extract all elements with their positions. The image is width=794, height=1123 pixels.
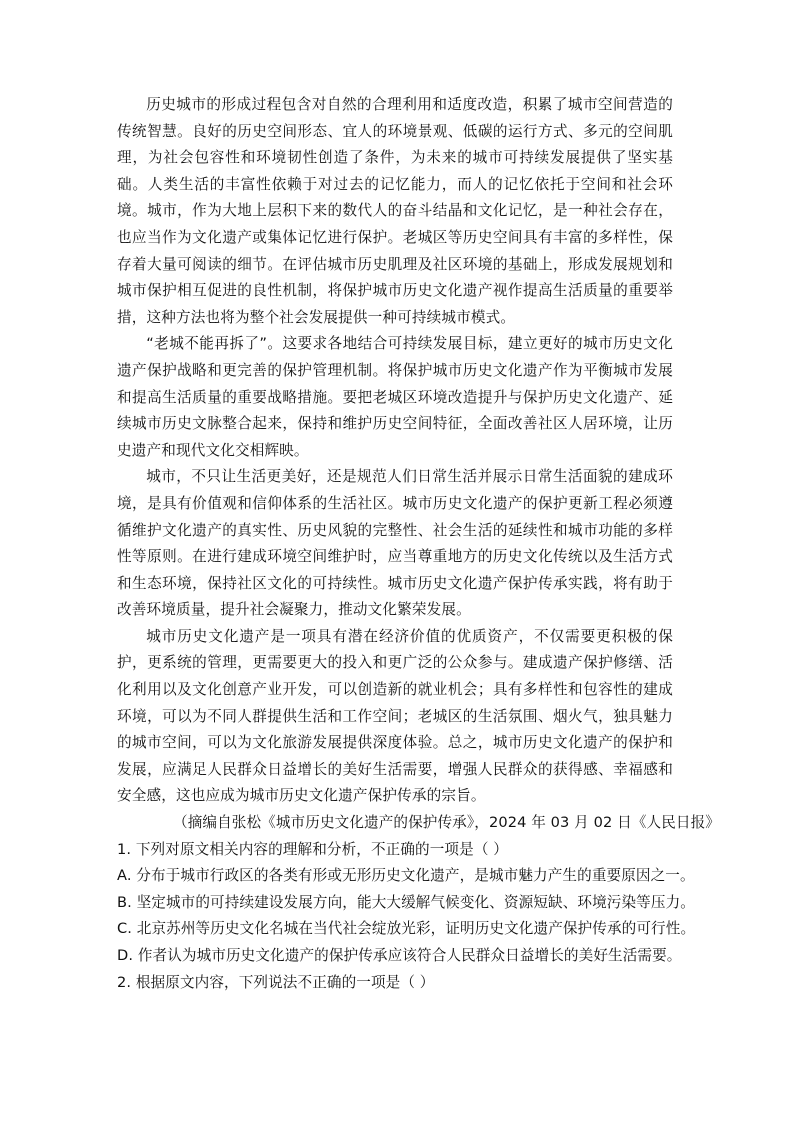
article-paragraph-2: “老城不能再拆了”。这要求各地结合可持续发展目标，建立更好的城市历史文化遗产保护战略和更完善的保护管理机制。将保护城市历史文化遗产作为平衡城市发展和提高生活质量的重要战略措施。要把老城区环境改造提升与保护历史文化遗产、延续城市历史文脉整合起来，保持和维护历史空间特征，全面改善社区人居环境，让历史遗产和现代文化交相辉映。 [117,335,673,459]
article-paragraph-4: 城市历史文化遗产是一项具有潜在经济价值的优质资产，不仅需要更积极的保护，更系统的管理，更需要更大的投入和更广泛的公众参与。建成遗产保护修缮、活化利用以及文化创意产业开发，可以创造新的就业机会；具有多样性和包容性的建成环境，可以为不同人群提供生活和工作空间；老城区的生活氛围、烟火气，独具魅力的城市空间，可以为文化旅游发展提供深度体验。总之，城市历史文化遗产的保护和发展，应满足人民群众日益增长的美好生活需要，增强人民群众的获得感、幸福感和安全感，这也应成为城市历史文化遗产保护传承的宗旨。 [117,627,673,805]
document-page [117,92,720,996]
question-1-option-d: D. 作者认为城市历史文化遗产的保护传承应该符合人民群众日益增长的美好生活需要。 [117,947,682,964]
article-source: （摘编自张松《城市历史文化遗产的保护传承》，2024 年 03 月 02 日《人民日报》 [173,814,720,832]
question-1-stem: 1. 下列对原文相关内容的理解和分析，不正确的一项是（ ） [117,840,508,858]
question-1-option-c: C. 北京苏州等历史文化名城在当代社会绽放光彩，证明历史文化遗产保护传承的可行性。 [117,920,696,938]
article-paragraph-1: 历史城市的形成过程包含对自然的合理利用和适度改造，积累了城市空间营造的传统智慧。良好的历史空间形态、宜人的环境景观、低碳的运行方式、多元的空间肌理，为社会包容性和环境韧性创造了条件，为未来的城市可持续发展提供了坚实基础。人类生活的丰富性依赖于对过去的记忆能力，而人的记忆依托于空间和社会环境。城市，作为大地上层积下来的数代人的奋斗结晶和文化记忆，是一种社会存在，也应当作为文化遗产或集体记忆进行保护。老城区等历史空间具有丰富的多样性，保存着大量可阅读的细节。在评估城市历史肌理及社区环境的基础上，形成发展规划和城市保护相互促进的良性机制，将保护城市历史文化遗产视作提高生活质量的重要举措，这种方法也将为整个社会发展提供一种可持续城市模式。 [117,96,673,326]
question-1-option-b: B. 坚定城市的可持续建设发展方向，能大大缓解气候变化、资源短缺、环境污染等压力。 [117,893,695,911]
article-paragraph-3: 城市，不只让生活更美好，还是规范人们日常生活并展示日常生活面貌的建成环境，是具有价值观和信仰体系的生活社区。城市历史文化遗产的保护更新工程必须遵循维护文化遗产的真实性、历史风貌的完整性、社会生活的延续性和城市功能的多样性等原则。在进行建成环境空间维护时，应当尊重地方的历史文化传统以及生活方式和生态环境，保持社区文化的可持续性。城市历史文化遗产保护传承实践，将有助于改善环境质量，提升社会凝聚力，推动文化繁荣发展。 [117,468,673,619]
question-1-option-a: A. 分布于城市行政区的各类有形或无形历史文化遗产，是城市魅力产生的重要原因之一。 [117,867,695,885]
question-2-stem: 2. 根据原文内容，下列说法不正确的一项是（ ） [117,973,435,991]
